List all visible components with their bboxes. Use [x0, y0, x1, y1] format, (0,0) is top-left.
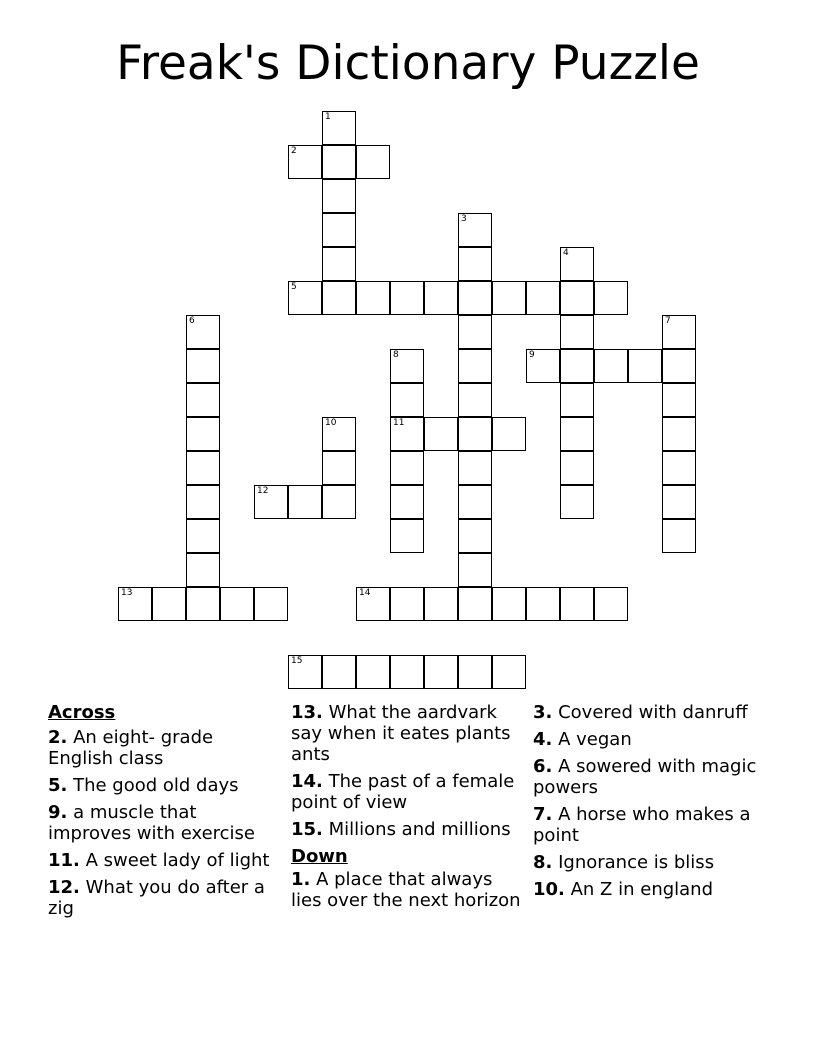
grid-cell[interactable] — [492, 417, 526, 451]
clue-text: What you do after a zig — [48, 877, 265, 919]
grid-cell[interactable] — [390, 281, 424, 315]
grid-cell[interactable] — [662, 383, 696, 417]
grid-cell[interactable] — [458, 519, 492, 553]
across-heading: Across — [48, 702, 116, 723]
grid-cell[interactable] — [594, 587, 628, 621]
grid-cell[interactable] — [220, 587, 254, 621]
grid-cell[interactable] — [560, 485, 594, 519]
clue-number: 8. — [533, 852, 553, 873]
grid-cell[interactable] — [458, 247, 492, 281]
grid-cell[interactable] — [186, 451, 220, 485]
cell-number: 8 — [393, 350, 399, 360]
clue-down-1 — [291, 869, 523, 911]
grid-cell[interactable] — [458, 383, 492, 417]
grid-cell[interactable] — [322, 655, 356, 689]
grid-cell[interactable] — [458, 451, 492, 485]
grid-cell[interactable] — [560, 383, 594, 417]
grid-cell[interactable] — [458, 587, 492, 621]
clue-text: An eight- grade English class — [48, 727, 214, 769]
grid-cell[interactable] — [390, 417, 424, 451]
grid-cell[interactable] — [560, 349, 594, 383]
puzzle-title: Freak's Dictionary Puzzle — [116, 36, 700, 91]
grid-cell[interactable] — [560, 247, 594, 281]
grid-cell[interactable] — [322, 281, 356, 315]
clue-text: A place that always lies over the next horizon — [291, 869, 521, 911]
grid-cell[interactable] — [322, 247, 356, 281]
grid-cell[interactable] — [628, 349, 662, 383]
clue-down-8 — [533, 852, 765, 873]
clue-text: A horse who makes a point — [533, 804, 751, 846]
grid-cell[interactable] — [390, 485, 424, 519]
clue-number: 2. — [48, 727, 68, 748]
clue-text: Covered with danruff — [552, 702, 748, 723]
grid-cell[interactable] — [322, 451, 356, 485]
clues-column-1 — [48, 702, 280, 925]
clues-column-2 — [291, 702, 523, 917]
clue-number: 15. — [291, 819, 323, 840]
clue-number: 12. — [48, 877, 80, 898]
clue-number: 10. — [533, 879, 565, 900]
cell-number: 1 — [325, 112, 331, 122]
grid-cell[interactable] — [662, 485, 696, 519]
clue-text: A vegan — [552, 729, 632, 750]
clue-text: An Z in england — [564, 879, 714, 900]
grid-cell[interactable] — [594, 349, 628, 383]
grid-cell[interactable] — [118, 587, 152, 621]
grid-cell[interactable] — [424, 587, 458, 621]
grid-cell[interactable] — [662, 451, 696, 485]
grid-cell[interactable] — [560, 281, 594, 315]
clue-number: 5. — [48, 775, 68, 796]
grid-cell[interactable] — [560, 587, 594, 621]
grid-cell[interactable] — [662, 519, 696, 553]
grid-cell[interactable] — [356, 145, 390, 179]
grid-cell[interactable] — [356, 587, 390, 621]
cell-number: 13 — [121, 588, 133, 598]
clue-text: A sowered with magic powers — [533, 756, 757, 798]
grid-cell[interactable] — [186, 485, 220, 519]
grid-cell[interactable] — [186, 315, 220, 349]
grid-cell[interactable] — [492, 655, 526, 689]
clue-across-13 — [291, 702, 523, 765]
cell-number: 6 — [189, 316, 195, 326]
clue-across-12 — [48, 877, 280, 919]
grid-cell[interactable] — [560, 451, 594, 485]
grid-cell[interactable] — [254, 485, 288, 519]
clue-across-2 — [48, 727, 280, 769]
grid-cell[interactable] — [560, 315, 594, 349]
grid-cell[interactable] — [458, 349, 492, 383]
clue-text: The good old days — [67, 775, 239, 796]
clue-number: 13. — [291, 702, 323, 723]
cell-number: 2 — [291, 146, 297, 156]
grid-cell[interactable] — [390, 451, 424, 485]
clue-number: 7. — [533, 804, 553, 825]
clue-down-7 — [533, 804, 765, 846]
clue-across-9 — [48, 802, 280, 844]
grid-cell[interactable] — [322, 111, 356, 145]
grid-cell[interactable] — [594, 281, 628, 315]
grid-cell[interactable] — [560, 417, 594, 451]
clue-text: Ignorance is bliss — [552, 852, 715, 873]
cell-number: 10 — [325, 418, 337, 428]
cell-number: 12 — [257, 486, 269, 496]
clue-down-4 — [533, 729, 765, 750]
cell-number: 4 — [563, 248, 569, 258]
clue-down-10 — [533, 879, 765, 900]
clue-across-15 — [291, 819, 523, 840]
grid-cell[interactable] — [424, 281, 458, 315]
grid-cell[interactable] — [186, 417, 220, 451]
grid-cell[interactable] — [288, 145, 322, 179]
grid-cell[interactable] — [186, 553, 220, 587]
grid-cell[interactable] — [322, 179, 356, 213]
grid-cell[interactable] — [390, 655, 424, 689]
grid-cell[interactable] — [526, 281, 560, 315]
cell-number: 11 — [393, 418, 405, 428]
clue-number: 14. — [291, 771, 323, 792]
clue-across-14 — [291, 771, 523, 813]
cell-number: 15 — [291, 656, 303, 666]
clue-number: 3. — [533, 702, 553, 723]
clue-text: a muscle that improves with exercise — [48, 802, 255, 844]
grid-cell[interactable] — [288, 485, 322, 519]
grid-cell[interactable] — [662, 417, 696, 451]
grid-cell[interactable] — [288, 655, 322, 689]
grid-cell[interactable] — [662, 315, 696, 349]
clue-number: 4. — [533, 729, 553, 750]
down-heading: Down — [291, 846, 348, 867]
grid-cell[interactable] — [152, 587, 186, 621]
cell-number: 5 — [291, 282, 297, 292]
grid-cell[interactable] — [186, 587, 220, 621]
grid-cell[interactable] — [458, 213, 492, 247]
grid-cell[interactable] — [458, 315, 492, 349]
grid-cell[interactable] — [492, 281, 526, 315]
grid-cell[interactable] — [186, 383, 220, 417]
clue-text: A sweet lady of light — [79, 850, 270, 871]
grid-cell[interactable] — [458, 553, 492, 587]
grid-cell[interactable] — [390, 519, 424, 553]
clue-down-3 — [533, 702, 765, 723]
grid-cell[interactable] — [186, 519, 220, 553]
cell-number: 9 — [529, 350, 535, 360]
clue-across-11 — [48, 850, 280, 871]
grid-cell[interactable] — [424, 655, 458, 689]
cell-number: 14 — [359, 588, 371, 598]
grid-cell[interactable] — [356, 655, 390, 689]
grid-cell[interactable] — [322, 145, 356, 179]
grid-cell[interactable] — [458, 281, 492, 315]
clue-number: 11. — [48, 850, 80, 871]
grid-cell[interactable] — [492, 587, 526, 621]
grid-cell[interactable] — [662, 349, 696, 383]
grid-cell[interactable] — [526, 587, 560, 621]
clue-text: The past of a female point of view — [291, 771, 515, 813]
clue-number: 9. — [48, 802, 68, 823]
grid-cell[interactable] — [322, 213, 356, 247]
grid-cell[interactable] — [254, 587, 288, 621]
grid-cell[interactable] — [322, 485, 356, 519]
grid-cell[interactable] — [390, 349, 424, 383]
cell-number: 7 — [665, 316, 671, 326]
clue-text: Millions and millions — [322, 819, 511, 840]
clues-column-3 — [533, 702, 765, 906]
grid-cell[interactable] — [288, 281, 322, 315]
clue-across-5 — [48, 775, 280, 796]
grid-cell[interactable] — [390, 587, 424, 621]
grid-cell[interactable] — [424, 417, 458, 451]
grid-cell[interactable] — [458, 417, 492, 451]
grid-cell[interactable] — [322, 417, 356, 451]
clue-number: 6. — [533, 756, 553, 777]
grid-cell[interactable] — [356, 281, 390, 315]
grid-cell[interactable] — [526, 349, 560, 383]
grid-cell[interactable] — [458, 655, 492, 689]
clue-down-6 — [533, 756, 765, 798]
clue-number: 1. — [291, 869, 311, 890]
clue-text: What the aardvark say when it eates plants ants — [291, 702, 511, 765]
grid-cell[interactable] — [458, 485, 492, 519]
grid-cell[interactable] — [390, 383, 424, 417]
cell-number: 3 — [461, 214, 467, 224]
grid-cell[interactable] — [186, 349, 220, 383]
